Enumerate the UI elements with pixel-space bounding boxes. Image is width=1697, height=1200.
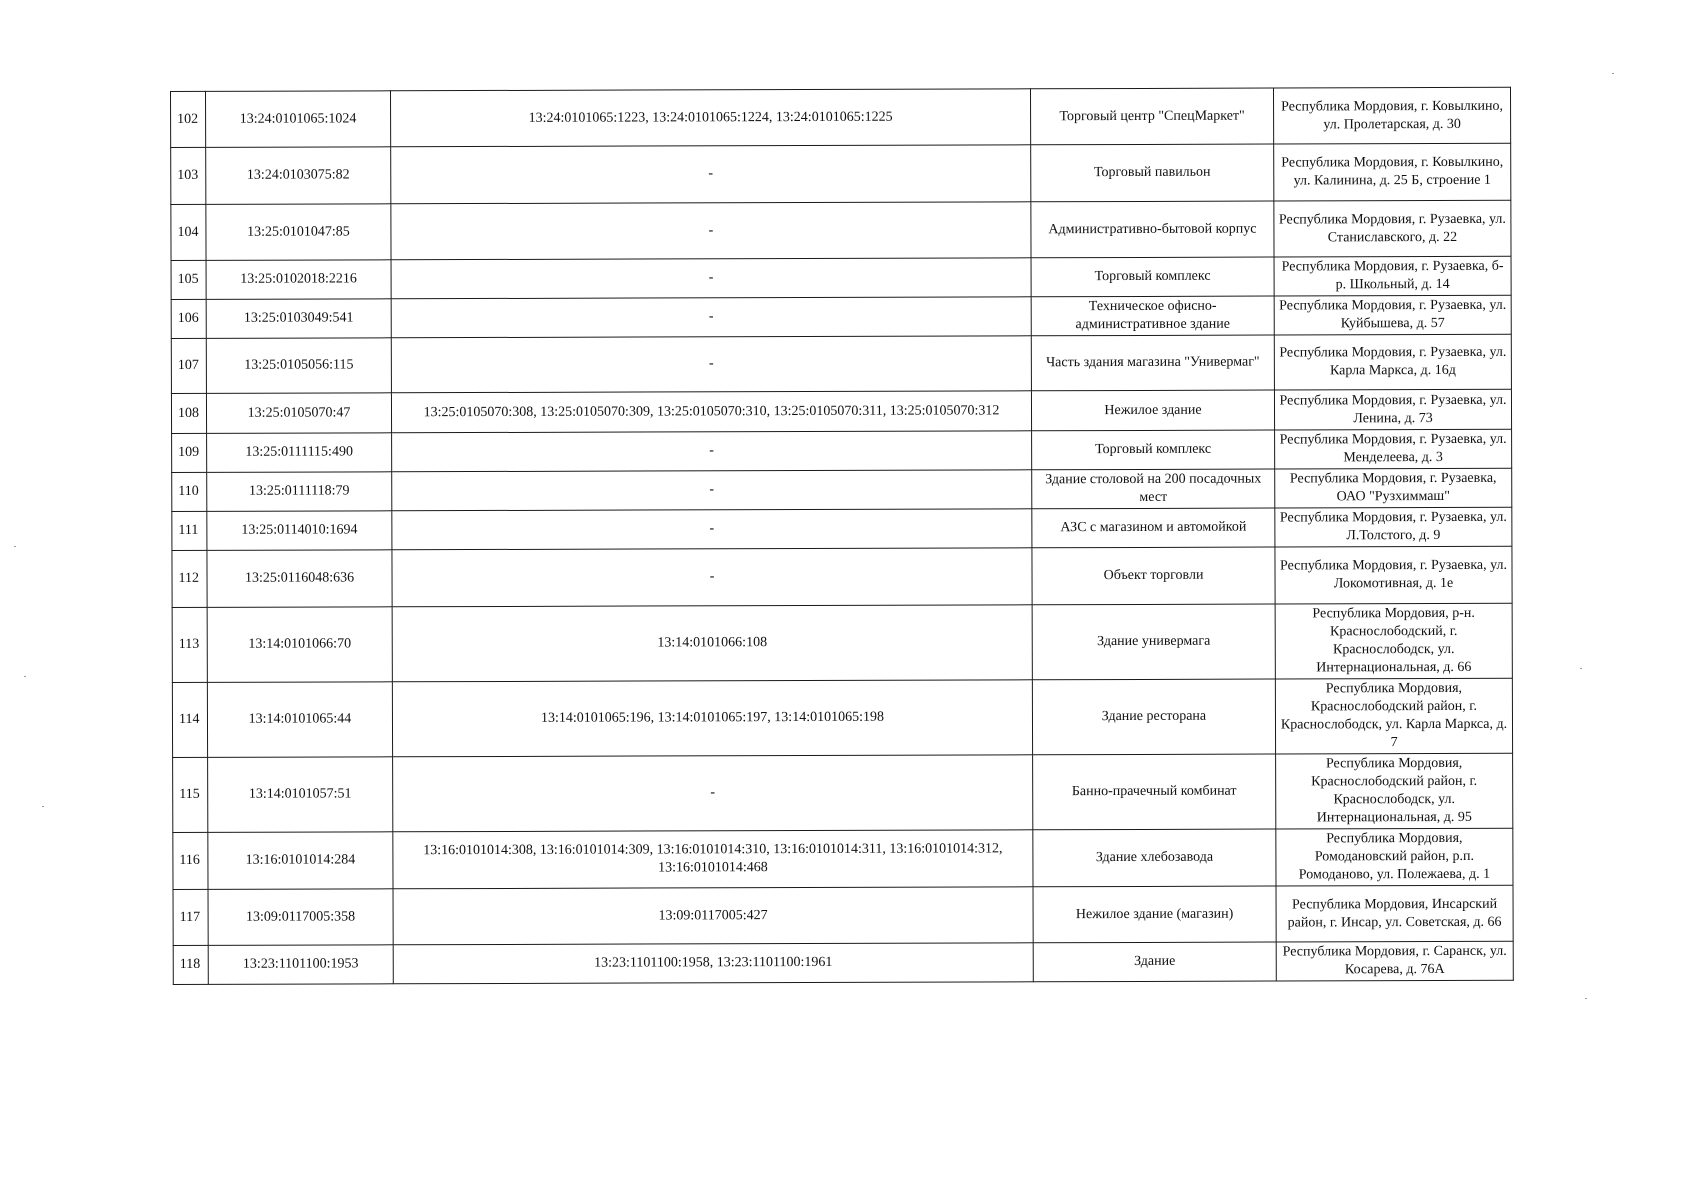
object-name: Здание универмага — [1032, 604, 1275, 680]
object-name: Банно-прачечный комбинат — [1033, 754, 1276, 830]
cadastral-number: 13:25:0105070:47 — [206, 393, 391, 434]
object-address: Республика Мордовия, г. Рузаевка, ул. Карла Маркса, д. 16д — [1274, 334, 1511, 390]
cadastral-number: 13:25:0111115:490 — [207, 433, 392, 473]
object-name: Здание ресторана — [1032, 679, 1275, 755]
linked-cadastral-numbers: - — [392, 470, 1032, 511]
table-row — [171, 200, 1511, 260]
linked-cadastral-numbers: 13:16:0101014:308, 13:16:0101014:309, 13:16:0101014:310, 13:16:0101014:311, 13:16:0101014:312, 13:16:0101014:468 — [393, 830, 1033, 889]
object-name: Административно-бытовой корпус — [1031, 201, 1274, 258]
object-name: Торговый павильон — [1031, 144, 1274, 202]
table-row — [171, 334, 1511, 393]
table-row — [173, 753, 1513, 832]
object-address: Республика Мордовия, г. Ковылкино, ул. Калинина, д. 25 Б, строение 1 — [1274, 143, 1511, 201]
row-number: 112 — [172, 550, 207, 607]
linked-cadastral-numbers: - — [392, 548, 1032, 607]
table-row — [172, 429, 1512, 472]
linked-cadastral-numbers: - — [391, 336, 1031, 393]
linked-cadastral-numbers: - — [392, 509, 1032, 550]
cadastral-number: 13:25:0102018:2216 — [206, 260, 391, 300]
object-name: Часть здания магазина "Универмаг" — [1031, 335, 1274, 391]
cadastral-number: 13:24:0103075:82 — [206, 147, 391, 205]
object-address: Республика Мордовия, г. Рузаевка, ОАО "Рузхиммаш" — [1275, 468, 1512, 508]
cadastral-number: 13:25:0114010:1694 — [207, 511, 392, 551]
table-row — [172, 468, 1512, 511]
object-address: Республика Мордовия, г. Рузаевка, ул. Куйбышева, д. 57 — [1274, 295, 1511, 335]
linked-cadastral-numbers: 13:14:0101066:108 — [392, 605, 1032, 682]
table-row — [172, 603, 1512, 682]
linked-cadastral-numbers: - — [391, 258, 1031, 299]
scan-speck — [42, 806, 44, 807]
table-row — [173, 828, 1513, 889]
cadastral-number: 13:14:0101066:70 — [207, 607, 392, 683]
registry-body — [171, 87, 1514, 984]
linked-cadastral-numbers: - — [392, 431, 1032, 472]
table-row — [173, 885, 1513, 945]
scan-speck — [24, 676, 26, 677]
row-number: 115 — [173, 757, 208, 832]
table-row — [171, 256, 1511, 299]
row-number: 111 — [172, 511, 207, 550]
row-number: 116 — [173, 832, 208, 889]
object-address: Республика Мордовия, Краснослободский район, г. Краснослободск, ул. Карла Маркса, д. 7 — [1275, 678, 1512, 754]
scan-speck — [1612, 73, 1614, 74]
linked-cadastral-numbers: 13:24:0101065:1223, 13:24:0101065:1224, 13:24:0101065:1225 — [391, 89, 1031, 147]
scan-speck — [1580, 668, 1582, 669]
linked-cadastral-numbers: - — [393, 755, 1033, 832]
table-row — [171, 87, 1511, 147]
object-name: АЗС с магазином и автомойкой — [1032, 508, 1275, 548]
table-row — [172, 507, 1512, 550]
object-name: Торговый центр "СпецМаркет" — [1030, 88, 1273, 145]
linked-cadastral-numbers: 13:23:1101100:1958, 13:23:1101100:1961 — [393, 943, 1033, 984]
object-name: Объект торговли — [1032, 547, 1275, 605]
linked-cadastral-numbers: - — [391, 202, 1031, 260]
cadastral-number: 13:25:0111118:79 — [207, 472, 392, 512]
row-number: 102 — [171, 91, 206, 147]
table-row — [171, 389, 1511, 433]
cadastral-number: 13:24:0101065:1024 — [206, 91, 391, 148]
object-address: Республика Мордовия, г. Рузаевка, ул. Менделеева, д. 3 — [1275, 429, 1512, 469]
object-address: Республика Мордовия, г. Ковылкино, ул. Пролетарская, д. 30 — [1273, 87, 1510, 144]
object-name: Здание хлебозавода — [1033, 829, 1276, 887]
object-name: Торговый комплекс — [1032, 430, 1275, 470]
object-name: Техническое офисно-административное здание — [1031, 296, 1274, 336]
property-registry-table — [170, 87, 1514, 985]
object-address: Республика Мордовия, Инсарский район, г. Инсар, ул. Советская, д. 66 — [1276, 885, 1513, 942]
object-address: Республика Мордовия, г. Саранск, ул. Косарева, д. 76А — [1276, 941, 1513, 981]
object-name: Здание столовой на 200 посадочных мест — [1032, 469, 1275, 509]
scan-speck — [14, 546, 16, 547]
object-address: Республика Мордовия, г. Рузаевка, ул. Л.Толстого, д. 9 — [1275, 507, 1512, 547]
row-number: 118 — [173, 945, 208, 984]
table-row — [171, 143, 1511, 204]
cadastral-number: 13:25:0105056:115 — [206, 338, 391, 394]
table-row — [171, 295, 1511, 338]
scan-speck — [1585, 998, 1587, 999]
object-address: Республика Мордовия, р-н. Краснослободский, г. Краснослободск, ул. Интернациональная, д. 66 — [1275, 603, 1512, 679]
row-number: 104 — [171, 204, 206, 260]
cadastral-number: 13:16:0101014:284 — [208, 832, 393, 890]
row-number: 117 — [173, 889, 208, 945]
cadastral-number: 13:25:0101047:85 — [206, 204, 391, 261]
row-number: 113 — [172, 607, 207, 682]
linked-cadastral-numbers: 13:25:0105070:308, 13:25:0105070:309, 13:25:0105070:310, 13:25:0105070:311, 13:25:0105070:312 — [391, 391, 1031, 433]
row-number: 109 — [172, 433, 207, 472]
table-row — [173, 941, 1513, 984]
row-number: 107 — [171, 338, 206, 393]
object-name: Нежилое здание (магазин) — [1033, 886, 1276, 943]
object-address: Республика Мордовия, г. Рузаевка, ул. Локомотивная, д. 1е — [1275, 546, 1512, 604]
cadastral-number: 13:23:1101100:1953 — [208, 945, 393, 985]
row-number: 106 — [171, 299, 206, 338]
row-number: 103 — [171, 147, 206, 204]
linked-cadastral-numbers: 13:14:0101065:196, 13:14:0101065:197, 13:14:0101065:198 — [392, 680, 1032, 757]
object-name: Нежилое здание — [1031, 390, 1274, 431]
object-address: Республика Мордовия, г. Рузаевка, ул. Ленина, д. 73 — [1274, 389, 1511, 430]
object-address: Республика Мордовия, Краснослободский район, г. Краснослободск, ул. Интернациональная, д. 95 — [1276, 753, 1513, 829]
row-number: 105 — [171, 260, 206, 299]
table-row — [172, 546, 1512, 607]
row-number: 110 — [172, 472, 207, 511]
cadastral-number: 13:14:0101057:51 — [208, 757, 393, 833]
row-number: 108 — [171, 393, 206, 433]
cadastral-number: 13:09:0117005:358 — [208, 889, 393, 946]
object-address: Республика Мордовия, Ромодановский район, р.п. Ромоданово, ул. Полежаева, д. 1 — [1276, 828, 1513, 886]
linked-cadastral-numbers: 13:09:0117005:427 — [393, 887, 1033, 945]
cadastral-number: 13:14:0101065:44 — [207, 682, 392, 758]
table-row — [172, 678, 1512, 757]
row-number: 114 — [172, 682, 207, 757]
object-address: Республика Мордовия, г. Рузаевка, ул. Станиславского, д. 22 — [1274, 200, 1511, 257]
linked-cadastral-numbers: - — [391, 145, 1031, 204]
cadastral-number: 13:25:0103049:541 — [206, 299, 391, 339]
object-address: Республика Мордовия, г. Рузаевка, б-р. Школьный, д. 14 — [1274, 256, 1511, 296]
object-name: Здание — [1033, 942, 1276, 982]
object-name: Торговый комплекс — [1031, 257, 1274, 297]
cadastral-number: 13:25:0116048:636 — [207, 550, 392, 608]
linked-cadastral-numbers: - — [391, 297, 1031, 338]
